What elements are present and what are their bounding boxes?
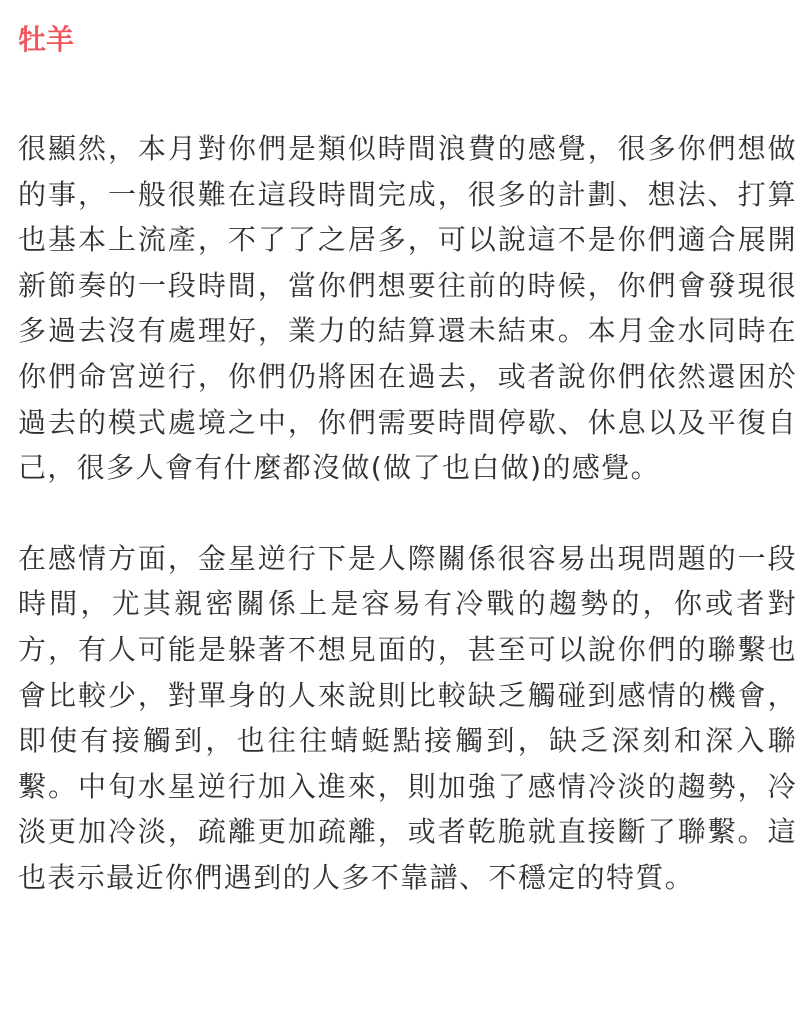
paragraph-overview: 很顯然，本月對你們是類似時間浪費的感覺，很多你們想做的事，一般很難在這段時間完成，很多的計劃、想法、打算也基本上流產，不了了之居多，可以說這不是你們適合展開新節奏的一段時間，當你們想要往前的時候，你們會發現很多過去沒有處理好，業力的結算還未結束。本月金水同時在你們命宮逆行，你們仍將困在過去，或者說你們依然還困於過去的模式處境之中，你們需要時間停歇、休息以及平復自己，很多人會有什麼都沒做(做了也白做)的感覺。 xyxy=(18,132,797,485)
paragraph-relationships: 在感情方面，金星逆行下是人際關係很容易出現問題的一段時間，尤其親密關係上是容易有冷戰的趨勢的，你或者對方，有人可能是躲著不想見面的，甚至可以說你們的聯繫也會比較少，對單身的人來說則比較缺乏觸碰到感情的機會，即使有接觸到，也往往蜻蜓點接觸到，缺乏深刻和深入聯繫。中旬水星逆行加入進來，則加強了感情冷淡的趨勢，冷淡更加冷淡，疏離更加疏離，或者乾脆就直接斷了聯繫。這也表示最近你們遇到的人多不靠譜、不穩定的特質。 xyxy=(18,541,797,894)
section-heading: 牡羊 xyxy=(18,23,75,56)
